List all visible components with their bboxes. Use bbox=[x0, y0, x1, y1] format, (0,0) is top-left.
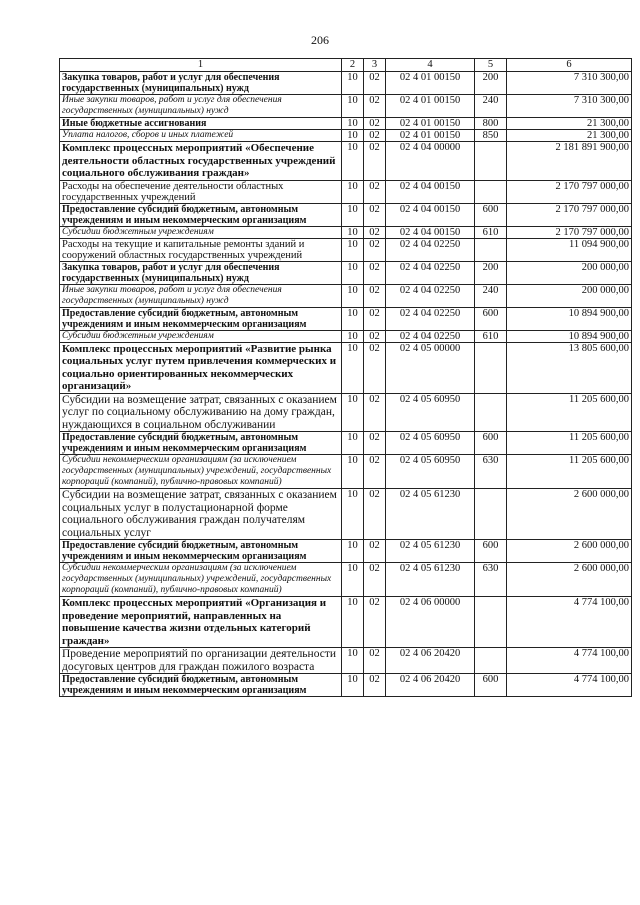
subsection-code-cell: 02 bbox=[364, 238, 386, 261]
amount-cell: 11 205 600,00 bbox=[507, 432, 632, 455]
subsection-code-cell: 02 bbox=[364, 284, 386, 307]
subsection-code-cell: 02 bbox=[364, 563, 386, 597]
row-name-cell: Иные закупки товаров, работ и услуг для обеспечения государственных (муниципальных) нужд bbox=[60, 284, 342, 307]
amount-cell: 2 600 000,00 bbox=[507, 563, 632, 597]
target-article-cell: 02 4 05 60950 bbox=[386, 393, 475, 432]
table-row bbox=[60, 674, 632, 697]
expense-type-cell: 610 bbox=[475, 226, 507, 238]
subsection-code-cell: 02 bbox=[364, 226, 386, 238]
table-row bbox=[60, 180, 632, 203]
section-code-cell: 10 bbox=[342, 261, 364, 284]
row-name-cell: Субсидии некоммерческим организациям (за исключением государственных (муниципальных) учреждений, государственных корпораций (компаний), публично-правовых компаний) bbox=[60, 563, 342, 597]
column-header-row bbox=[60, 59, 632, 72]
expense-type-cell: 600 bbox=[475, 203, 507, 226]
expense-type-cell: 200 bbox=[475, 72, 507, 95]
row-name-cell: Предоставление субсидий бюджетным, автономным учреждениям и иным некоммерческим организациям bbox=[60, 674, 342, 697]
target-article-cell: 02 4 05 61230 bbox=[386, 540, 475, 563]
amount-cell: 4 774 100,00 bbox=[507, 597, 632, 648]
expense-type-cell: 600 bbox=[475, 540, 507, 563]
target-article-cell: 02 4 04 00150 bbox=[386, 226, 475, 238]
subsection-code-cell: 02 bbox=[364, 180, 386, 203]
row-name-cell: Проведение мероприятий по организации деятельности досуговых центров для граждан пожилого возраста bbox=[60, 648, 342, 674]
target-article-cell: 02 4 04 02250 bbox=[386, 238, 475, 261]
target-article-cell: 02 4 01 00150 bbox=[386, 72, 475, 95]
table-row bbox=[60, 648, 632, 674]
table-row bbox=[60, 118, 632, 130]
table-row bbox=[60, 226, 632, 238]
expense-type-cell bbox=[475, 342, 507, 393]
row-name-cell: Комплекс процессных мероприятий «Обеспечение деятельности областных государственных учреждений социального обслуживания граждан» bbox=[60, 142, 342, 181]
section-code-cell: 10 bbox=[342, 563, 364, 597]
amount-cell: 2 181 891 900,00 bbox=[507, 142, 632, 181]
subsection-code-cell: 02 bbox=[364, 203, 386, 226]
section-code-cell: 10 bbox=[342, 455, 364, 489]
amount-cell: 4 774 100,00 bbox=[507, 648, 632, 674]
amount-cell: 4 774 100,00 bbox=[507, 674, 632, 697]
expense-type-cell: 200 bbox=[475, 261, 507, 284]
expense-type-cell: 630 bbox=[475, 455, 507, 489]
expense-type-cell: 600 bbox=[475, 432, 507, 455]
section-code-cell: 10 bbox=[342, 118, 364, 130]
table-row bbox=[60, 95, 632, 118]
target-article-cell: 02 4 06 20420 bbox=[386, 674, 475, 697]
amount-cell: 2 600 000,00 bbox=[507, 489, 632, 540]
row-name-cell: Уплата налогов, сборов и иных платежей bbox=[60, 130, 342, 142]
section-code-cell: 10 bbox=[342, 307, 364, 330]
amount-cell: 2 600 000,00 bbox=[507, 540, 632, 563]
amount-cell: 2 170 797 000,00 bbox=[507, 226, 632, 238]
target-article-cell: 02 4 06 20420 bbox=[386, 648, 475, 674]
section-code-cell: 10 bbox=[342, 142, 364, 181]
target-article-cell: 02 4 05 61230 bbox=[386, 563, 475, 597]
row-name-cell: Закупка товаров, работ и услуг для обеспечения государственных (муниципальных) нужд bbox=[60, 261, 342, 284]
row-name-cell: Иные бюджетные ассигнования bbox=[60, 118, 342, 130]
expense-type-cell bbox=[475, 489, 507, 540]
target-article-cell: 02 4 05 60950 bbox=[386, 432, 475, 455]
amount-cell: 11 205 600,00 bbox=[507, 455, 632, 489]
section-code-cell: 10 bbox=[342, 203, 364, 226]
table-row bbox=[60, 203, 632, 226]
section-code-cell: 10 bbox=[342, 130, 364, 142]
row-name-cell: Субсидии бюджетным учреждениям bbox=[60, 226, 342, 238]
expense-type-cell bbox=[475, 648, 507, 674]
subsection-code-cell: 02 bbox=[364, 648, 386, 674]
expense-type-cell bbox=[475, 393, 507, 432]
subsection-code-cell: 02 bbox=[364, 342, 386, 393]
section-code-cell: 10 bbox=[342, 597, 364, 648]
row-name-cell: Комплекс процессных мероприятий «Организация и проведение мероприятий, направленных на повышение качества жизни отдельных категорий граждан» bbox=[60, 597, 342, 648]
row-name-cell: Комплекс процессных мероприятий «Развитие рынка социальных услуг путем привлечения коммерческих и социально ориентированных некоммерческих организаций» bbox=[60, 342, 342, 393]
section-code-cell: 10 bbox=[342, 180, 364, 203]
amount-cell: 21 300,00 bbox=[507, 118, 632, 130]
row-name-cell: Закупка товаров, работ и услуг для обеспечения государственных (муниципальных) нужд bbox=[60, 72, 342, 95]
expense-type-cell bbox=[475, 597, 507, 648]
amount-cell: 10 894 900,00 bbox=[507, 330, 632, 342]
subsection-code-cell: 02 bbox=[364, 118, 386, 130]
expense-type-cell: 850 bbox=[475, 130, 507, 142]
subsection-code-cell: 02 bbox=[364, 130, 386, 142]
target-article-cell: 02 4 04 00000 bbox=[386, 142, 475, 181]
amount-cell: 21 300,00 bbox=[507, 130, 632, 142]
section-code-cell: 10 bbox=[342, 540, 364, 563]
row-name-cell: Расходы на обеспечение деятельности областных государственных учреждений bbox=[60, 180, 342, 203]
column-header: 5 bbox=[475, 59, 507, 72]
amount-cell: 13 805 600,00 bbox=[507, 342, 632, 393]
subsection-code-cell: 02 bbox=[364, 432, 386, 455]
amount-cell: 2 170 797 000,00 bbox=[507, 203, 632, 226]
column-header: 3 bbox=[364, 59, 386, 72]
row-name-cell: Предоставление субсидий бюджетным, автономным учреждениям и иным некоммерческим организациям bbox=[60, 540, 342, 563]
target-article-cell: 02 4 04 02250 bbox=[386, 307, 475, 330]
expense-type-cell bbox=[475, 238, 507, 261]
subsection-code-cell: 02 bbox=[364, 489, 386, 540]
expense-type-cell: 240 bbox=[475, 95, 507, 118]
table-row bbox=[60, 72, 632, 95]
subsection-code-cell: 02 bbox=[364, 72, 386, 95]
target-article-cell: 02 4 04 02250 bbox=[386, 261, 475, 284]
target-article-cell: 02 4 04 00150 bbox=[386, 180, 475, 203]
subsection-code-cell: 02 bbox=[364, 307, 386, 330]
section-code-cell: 10 bbox=[342, 489, 364, 540]
target-article-cell: 02 4 04 02250 bbox=[386, 330, 475, 342]
table-row bbox=[60, 307, 632, 330]
section-code-cell: 10 bbox=[342, 284, 364, 307]
section-code-cell: 10 bbox=[342, 674, 364, 697]
target-article-cell: 02 4 04 00150 bbox=[386, 203, 475, 226]
expense-type-cell: 800 bbox=[475, 118, 507, 130]
expense-type-cell: 600 bbox=[475, 674, 507, 697]
expense-type-cell: 240 bbox=[475, 284, 507, 307]
column-header: 4 bbox=[386, 59, 475, 72]
row-name-cell: Иные закупки товаров, работ и услуг для обеспечения государственных (муниципальных) нужд bbox=[60, 95, 342, 118]
subsection-code-cell: 02 bbox=[364, 674, 386, 697]
target-article-cell: 02 4 01 00150 bbox=[386, 130, 475, 142]
expense-type-cell bbox=[475, 180, 507, 203]
target-article-cell: 02 4 05 60950 bbox=[386, 455, 475, 489]
target-article-cell: 02 4 01 00150 bbox=[386, 118, 475, 130]
budget-table bbox=[59, 58, 632, 697]
column-header: 1 bbox=[60, 59, 342, 72]
table-row bbox=[60, 130, 632, 142]
amount-cell: 200 000,00 bbox=[507, 284, 632, 307]
section-code-cell: 10 bbox=[342, 330, 364, 342]
subsection-code-cell: 02 bbox=[364, 95, 386, 118]
expense-type-cell: 630 bbox=[475, 563, 507, 597]
subsection-code-cell: 02 bbox=[364, 540, 386, 563]
table-row bbox=[60, 330, 632, 342]
table-row bbox=[60, 489, 632, 540]
row-name-cell: Субсидии бюджетным учреждениям bbox=[60, 330, 342, 342]
expense-type-cell: 600 bbox=[475, 307, 507, 330]
row-name-cell: Предоставление субсидий бюджетным, автономным учреждениям и иным некоммерческим организациям bbox=[60, 203, 342, 226]
subsection-code-cell: 02 bbox=[364, 330, 386, 342]
target-article-cell: 02 4 06 00000 bbox=[386, 597, 475, 648]
section-code-cell: 10 bbox=[342, 226, 364, 238]
table-row bbox=[60, 563, 632, 597]
section-code-cell: 10 bbox=[342, 238, 364, 261]
table-row bbox=[60, 238, 632, 261]
amount-cell: 11 205 600,00 bbox=[507, 393, 632, 432]
section-code-cell: 10 bbox=[342, 72, 364, 95]
row-name-cell: Субсидии некоммерческим организациям (за исключением государственных (муниципальных) учреждений, государственных корпораций (компаний), публично-правовых компаний) bbox=[60, 455, 342, 489]
target-article-cell: 02 4 01 00150 bbox=[386, 95, 475, 118]
row-name-cell: Расходы на текущие и капитальные ремонты зданий и сооружений областных государственных учреждений bbox=[60, 238, 342, 261]
table-row bbox=[60, 284, 632, 307]
table-row bbox=[60, 261, 632, 284]
table-row bbox=[60, 455, 632, 489]
budget-table-body bbox=[60, 59, 632, 697]
table-row bbox=[60, 342, 632, 393]
subsection-code-cell: 02 bbox=[364, 597, 386, 648]
table-row bbox=[60, 142, 632, 181]
column-header: 2 bbox=[342, 59, 364, 72]
target-article-cell: 02 4 04 02250 bbox=[386, 284, 475, 307]
table-row bbox=[60, 597, 632, 648]
subsection-code-cell: 02 bbox=[364, 261, 386, 284]
subsection-code-cell: 02 bbox=[364, 455, 386, 489]
row-name-cell: Субсидии на возмещение затрат, связанных с оказанием услуг по социальному обслуживанию на дому граждан, нуждающихся в социальном обслуживании bbox=[60, 393, 342, 432]
row-name-cell: Предоставление субсидий бюджетным, автономным учреждениям и иным некоммерческим организациям bbox=[60, 307, 342, 330]
row-name-cell: Субсидии на возмещение затрат, связанных с оказанием социальных услуг в полустационарной форме социального обслуживания граждан получателям социальных услуг bbox=[60, 489, 342, 540]
amount-cell: 2 170 797 000,00 bbox=[507, 180, 632, 203]
table-row bbox=[60, 432, 632, 455]
column-header: 6 bbox=[507, 59, 632, 72]
amount-cell: 7 310 300,00 bbox=[507, 95, 632, 118]
amount-cell: 7 310 300,00 bbox=[507, 72, 632, 95]
table-row bbox=[60, 540, 632, 563]
amount-cell: 200 000,00 bbox=[507, 261, 632, 284]
amount-cell: 11 094 900,00 bbox=[507, 238, 632, 261]
subsection-code-cell: 02 bbox=[364, 142, 386, 181]
section-code-cell: 10 bbox=[342, 393, 364, 432]
row-name-cell: Предоставление субсидий бюджетным, автономным учреждениям и иным некоммерческим организациям bbox=[60, 432, 342, 455]
target-article-cell: 02 4 05 00000 bbox=[386, 342, 475, 393]
section-code-cell: 10 bbox=[342, 432, 364, 455]
expense-type-cell bbox=[475, 142, 507, 181]
section-code-cell: 10 bbox=[342, 95, 364, 118]
section-code-cell: 10 bbox=[342, 342, 364, 393]
target-article-cell: 02 4 05 61230 bbox=[386, 489, 475, 540]
table-row bbox=[60, 393, 632, 432]
amount-cell: 10 894 900,00 bbox=[507, 307, 632, 330]
subsection-code-cell: 02 bbox=[364, 393, 386, 432]
section-code-cell: 10 bbox=[342, 648, 364, 674]
page-number: 206 bbox=[311, 33, 329, 47]
expense-type-cell: 610 bbox=[475, 330, 507, 342]
